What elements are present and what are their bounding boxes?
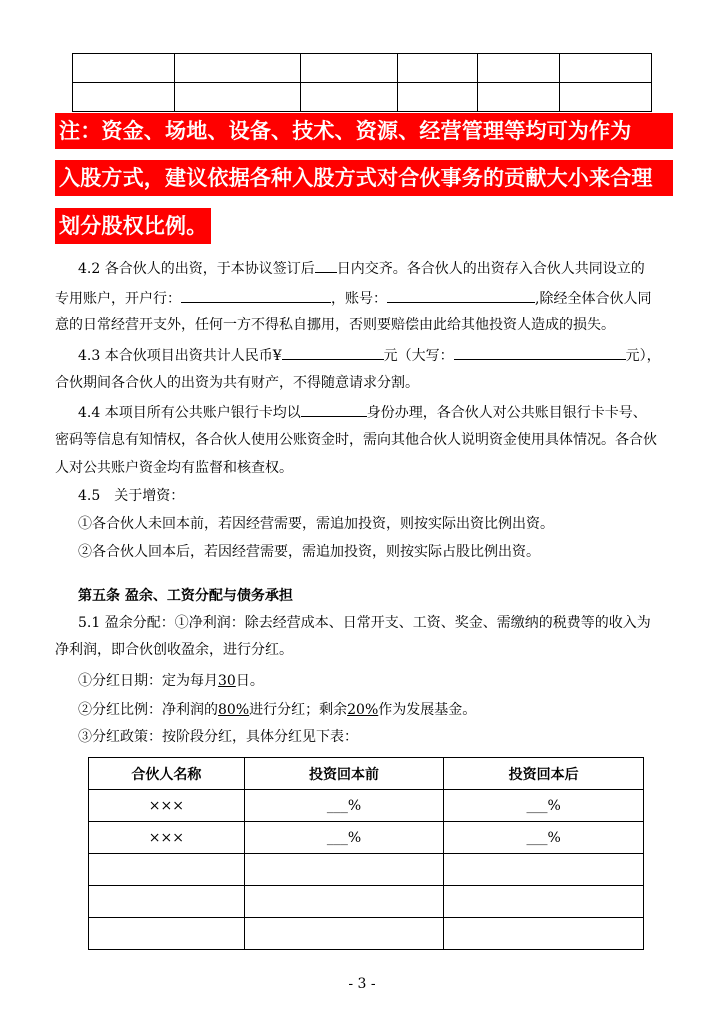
blank-field [301,402,367,417]
blank-field [282,345,384,360]
text: ，账号： [331,291,387,307]
table-cell [89,886,245,918]
percent-cell: ___% [244,822,444,854]
table-cell [89,854,245,886]
dividend-table [88,757,644,950]
table-cell [560,54,652,83]
clause-4-4-line [78,402,647,423]
dividend-date [78,671,264,691]
clause-4-2-line [78,258,645,279]
table-row [89,822,644,854]
table-cell [244,854,444,886]
table-cell [478,54,560,83]
clause-4-3-line [78,345,661,366]
clause-4-4-line: 人对公共账户资金均有监督和核查权。 [55,460,293,476]
text: 专用账户，开户行： [55,291,181,307]
clause-4-3-line: 合伙期间各合伙人的出资为共有财产，不得随意请求分割。 [55,375,419,391]
clause-4-5-item: ①各合伙人未回本前，若因经营需要，需追加投资，则按实际出资比例出资。 [78,516,554,532]
percent-cell: ___% [444,822,644,854]
partner-name-cell: ××× [89,790,245,822]
table-cell [73,54,175,83]
table-row [89,918,644,950]
text: ①分红日期：定为每月 [78,673,218,689]
text: ,除经全体合伙人同 [535,291,652,307]
table-header-row [89,758,644,790]
table-row [73,83,652,112]
table-cell [174,83,300,112]
column-header: 投资回本后 [444,758,644,790]
note-highlight-line [55,160,673,196]
blank-field [454,345,626,360]
table-row [89,886,644,918]
page-number: - 3 - [348,976,376,992]
blank-field [181,288,331,303]
note-highlight-line [55,113,673,149]
table-cell [444,854,644,886]
text: 作为发展基金。 [378,702,477,718]
percent-cell: ___% [244,790,444,822]
text: 进行分红；剩余 [249,702,348,718]
reserve-percent: 20% [347,702,379,718]
clause-4-5-item: ②各合伙人回本后，若因经营需要，需追加投资，则按实际占股比例出资。 [78,544,540,560]
table-row [89,790,644,822]
dividend-percent: 80% [218,702,250,718]
table-row [89,854,644,886]
percent-cell: ___% [444,790,644,822]
clause-4-2-line: 意的日常经营开支外，任何一方不得私自挪用，否则要赔偿由此给其他投资人造成的损失。 [55,317,615,333]
text: 元（大写： [383,348,454,364]
table-cell [89,918,245,950]
blank-field [315,258,337,273]
partner-name-cell: ××× [89,822,245,854]
blank-field [387,288,535,303]
table-cell [300,54,398,83]
text: 日内交齐。各合伙人的出资存入合伙人共同设立的 [336,261,645,277]
table-cell [478,83,560,112]
clause-4-5-title: 4.5 关于增资： [78,488,185,504]
table-cell [174,54,300,83]
clause-4-2-line [55,288,651,309]
text: 4.2 各合伙人的出资，于本协议签订后 [78,261,315,277]
text: 元）， [625,348,661,364]
text: 4.4 本项目所有公共账户银行卡均以 [78,405,301,421]
text: 日。 [235,673,264,689]
table-cell [444,886,644,918]
text: ②分红比例：净利润的 [78,702,218,718]
text: 4.3 本合伙项目出资共计人民币¥ [78,348,282,364]
dividend-ratio [78,700,476,720]
clause-5-1-line: 5.1 盈余分配：①净利润：除去经营成本、日常开支、工资、奖金、需缴纳的税费等的收入为 [78,615,651,631]
partner-contribution-table [72,53,652,112]
column-header: 投资回本前 [244,758,444,790]
note-text: 入股方式，建议依据各种入股方式对合伙事务的贡献大小来合理 [59,165,653,190]
table-cell [73,83,175,112]
article-5-heading: 第五条 盈余、工资分配与债务承担 [78,588,293,604]
note-text: 注：资金、场地、设备、技术、资源、经营管理等均可为作为 [59,118,632,143]
note-highlight-line [55,208,211,244]
table-cell [398,54,478,83]
column-header: 合伙人名称 [89,758,245,790]
text: 身份办理，各合伙人对公共账目银行卡卡号、 [366,405,647,421]
note-text: 划分股权比例。 [59,213,208,238]
table-cell [560,83,652,112]
table-cell [300,83,398,112]
table-cell [444,918,644,950]
table-cell [244,918,444,950]
dividend-day-value: 30 [218,673,236,689]
clause-4-4-line: 密码等信息有知情权，各合伙人使用公账资金时，需向其他合伙人说明资金使用具体情况。各合伙 [55,432,657,448]
table-cell [244,886,444,918]
table-cell [398,83,478,112]
table-row [73,54,652,83]
clause-5-1-line: 净利润，即合伙创收盈余，进行分红。 [55,642,293,658]
dividend-policy: ③分红政策：按阶段分红，具体分红见下表： [78,729,358,745]
